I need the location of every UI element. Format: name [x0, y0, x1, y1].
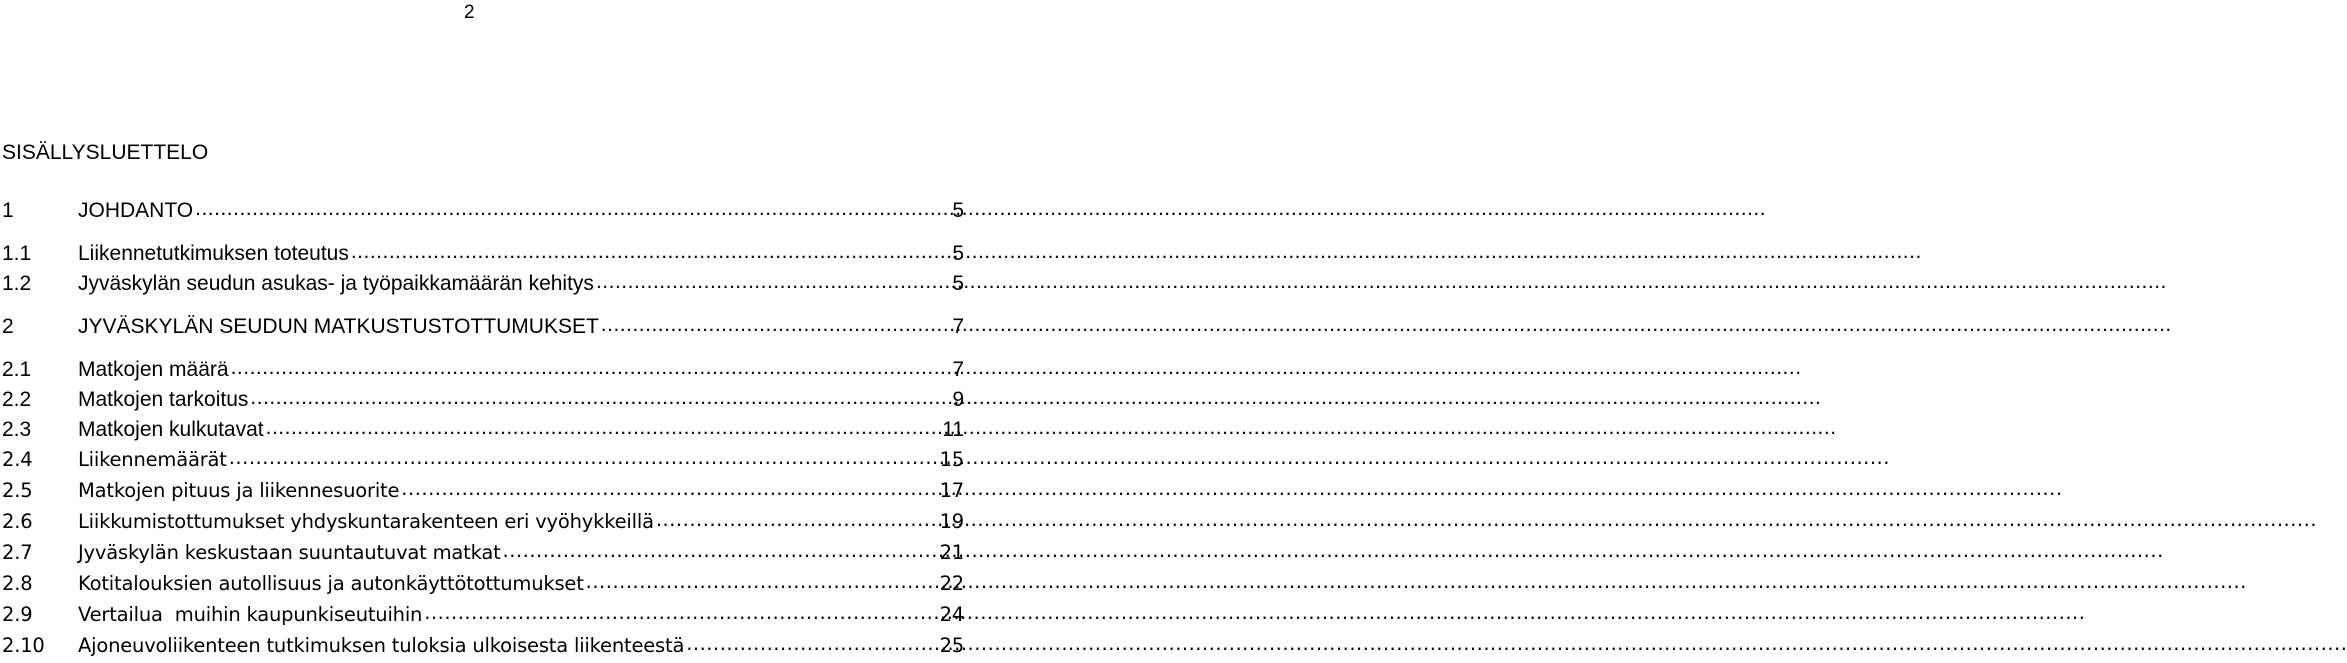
toc-entry-page: 25 — [939, 633, 964, 657]
toc-entry-number: 2.6 — [2, 509, 33, 533]
toc-entry[interactable] — [2, 385, 964, 415]
toc-entry-number: 1.1 — [2, 242, 32, 265]
toc-entry-title: Kotitalouksien autollisuus ja autonkäyttötottumukset — [78, 571, 584, 595]
toc-entry[interactable] — [2, 477, 964, 507]
toc-entry-number: 1.2 — [2, 272, 32, 295]
toc-entry[interactable] — [2, 570, 964, 600]
toc-entry[interactable] — [2, 415, 964, 445]
page-number: 2 — [464, 2, 475, 23]
toc-entry-number: 2.1 — [2, 358, 32, 381]
toc-entry[interactable] — [2, 539, 964, 569]
toc-entry-number: 2.9 — [2, 602, 33, 626]
toc-entry-number: 2.8 — [2, 571, 33, 595]
toc-entry-title: Jyväskylän keskustaan suuntautuvat matkat — [78, 540, 501, 564]
toc-entry[interactable] — [2, 239, 964, 269]
toc-entry[interactable] — [2, 269, 964, 299]
toc-entry-number: 2 — [2, 315, 14, 338]
toc-dot-leader — [503, 539, 938, 559]
toc-entry-page: 11 — [942, 418, 964, 441]
toc-entry-number: 2.4 — [2, 447, 33, 471]
toc-dot-leader — [229, 446, 938, 466]
toc-entry-page: 7 — [952, 358, 964, 381]
toc-entry-number: 2.7 — [2, 540, 33, 564]
toc-entry[interactable] — [2, 508, 964, 538]
toc-dot-leader — [686, 632, 937, 652]
toc-dot-leader — [231, 355, 951, 376]
toc-dot-leader — [351, 239, 950, 260]
toc-heading: SISÄLLYSLUETTELO — [2, 141, 209, 164]
toc-dot-leader — [266, 415, 941, 436]
toc-entry[interactable] — [2, 196, 964, 226]
toc-dot-leader — [586, 570, 938, 590]
toc-dot-leader — [596, 269, 950, 290]
toc-entry[interactable] — [2, 632, 964, 662]
toc-entry[interactable] — [2, 312, 964, 342]
toc-entry-page: 9 — [952, 388, 964, 411]
toc-entry-page: 24 — [939, 602, 964, 626]
toc-entry-page: 17 — [939, 478, 964, 502]
toc-entry[interactable] — [2, 601, 964, 631]
toc-entry-page: 15 — [939, 447, 964, 471]
toc-entry-title: Jyväskylän seudun asukas- ja työpaikkamäärän kehitys — [78, 272, 594, 295]
toc-dot-leader — [656, 508, 938, 528]
toc-entry-number: 2.5 — [2, 478, 33, 502]
toc-entry-number: 2.3 — [2, 418, 32, 441]
toc-entry-title: Vertailua muihin kaupunkiseutuihin — [78, 602, 423, 626]
toc-entry[interactable] — [2, 446, 964, 476]
toc-entry-title: Matkojen pituus ja liikennesuorite — [78, 478, 400, 502]
toc-entry-title: Liikennetutkimuksen toteutus — [78, 242, 349, 265]
toc-entry-title: JYVÄSKYLÄN SEUDUN MATKUSTUSTOTTUMUKSET — [78, 315, 599, 338]
toc-entry-number: 2.10 — [2, 633, 45, 657]
toc-entry-title: JOHDANTO — [78, 199, 194, 222]
toc-dot-leader — [601, 312, 951, 333]
toc-dot-leader — [424, 601, 937, 621]
toc-dot-leader — [195, 196, 950, 217]
toc-entry-title: Liikennemäärät — [78, 447, 227, 471]
toc-dot-leader — [250, 385, 950, 406]
toc-entry-page: 5 — [952, 242, 964, 265]
toc-dot-leader — [401, 477, 937, 497]
toc-entry-page: 19 — [939, 509, 964, 533]
toc-entry-page: 21 — [939, 540, 964, 564]
toc-entry-title: Matkojen määrä — [78, 358, 229, 381]
toc-entry-title: Ajoneuvoliikenteen tutkimuksen tuloksia ulkoisesta liikenteestä — [78, 633, 685, 657]
toc-entry-title: Matkojen kulkutavat — [78, 418, 264, 441]
toc-entry-page: 7 — [952, 315, 964, 338]
toc-entry-title: Matkojen tarkoitus — [78, 388, 249, 411]
toc-entry-number: 1 — [2, 199, 14, 222]
toc-entry-number: 2.2 — [2, 388, 32, 411]
toc-entry-page: 5 — [952, 272, 964, 295]
toc-entry-page: 5 — [952, 199, 964, 222]
toc-entry[interactable] — [2, 355, 964, 385]
toc-entry-title: Liikkumistottumukset yhdyskuntarakenteen eri vyöhykkeillä — [78, 509, 654, 533]
toc-entry-page: 22 — [939, 571, 964, 595]
